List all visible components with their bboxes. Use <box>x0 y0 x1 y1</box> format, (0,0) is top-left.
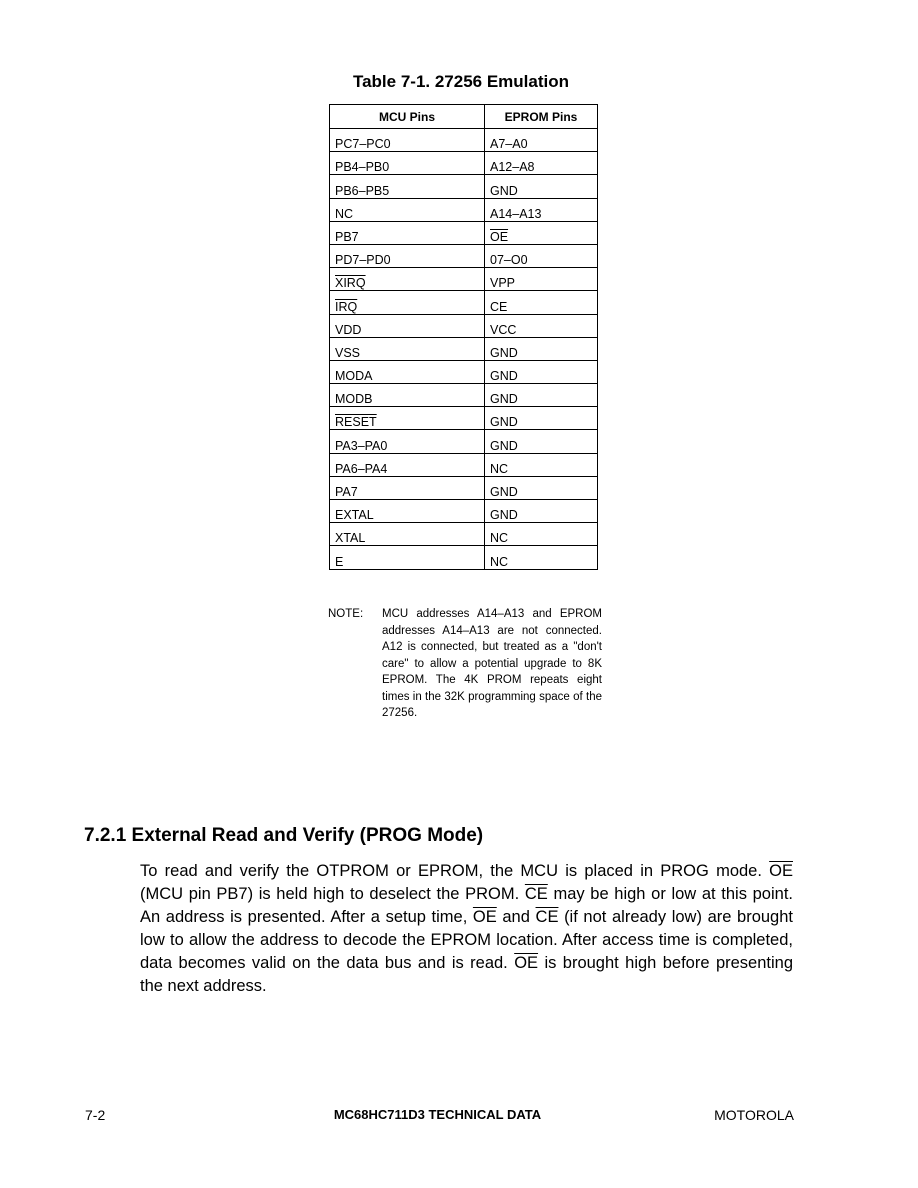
header-eprom-pins: EPROM Pins <box>485 105 598 129</box>
mcu-pin-cell: MODB <box>330 384 485 407</box>
paragraph-part: To read and verify the OTPROM or EPROM, the MCU is placed in PROG mode. <box>140 862 770 880</box>
table-row <box>330 546 598 569</box>
mcu-pin-cell: XTAL <box>330 523 485 546</box>
table-row <box>330 476 598 499</box>
eprom-pin-cell: GND <box>485 360 598 383</box>
paragraph-part: (MCU pin PB7) is held high to deselect the PROM. <box>140 885 525 903</box>
table-row <box>330 268 598 291</box>
table-row <box>330 221 598 244</box>
eprom-pin-cell: A12–A8 <box>485 152 598 175</box>
mcu-pin-cell: PB7 <box>330 221 485 244</box>
eprom-pin-cell: VCC <box>485 314 598 337</box>
eprom-pin-cell: $\overline{OE}$ <box>485 221 598 244</box>
signal-oe: $\overline{OE}$ <box>472 908 497 926</box>
table-row <box>330 291 598 314</box>
eprom-pin-cell: GND <box>485 430 598 453</box>
table-note <box>328 606 602 722</box>
table-row <box>330 337 598 360</box>
signal-oe: $\overline{OE}$ <box>769 862 793 880</box>
paragraph-part: is brought high before presenting the next address. <box>140 954 793 995</box>
table-row <box>330 430 598 453</box>
table-body <box>330 129 598 570</box>
paragraph-part: may be high or low at this point. An address is presented. After a setup time, <box>140 885 793 926</box>
eprom-pin-cell: GND <box>485 384 598 407</box>
eprom-pin-cell: GND <box>485 407 598 430</box>
mcu-pin-cell: PD7–PD0 <box>330 244 485 267</box>
mcu-pin-cell: PB4–PB0 <box>330 152 485 175</box>
table-row <box>330 407 598 430</box>
table-row <box>330 500 598 523</box>
emulation-table <box>329 104 598 570</box>
page-number: 7-2 <box>85 1107 106 1123</box>
mcu-pin-cell: MODA <box>330 360 485 383</box>
table-row <box>330 523 598 546</box>
mcu-pin-cell: $\overline{IRQ}$ <box>330 291 485 314</box>
table-row <box>330 314 598 337</box>
brand-name: MOTOROLA <box>714 1107 794 1123</box>
mcu-pin-cell: PA6–PA4 <box>330 453 485 476</box>
mcu-pin-cell: E <box>330 546 485 569</box>
table-row <box>330 198 598 221</box>
eprom-pin-cell: NC <box>485 523 598 546</box>
table-row <box>330 152 598 175</box>
eprom-pin-cell: NC <box>485 546 598 569</box>
mcu-pin-cell: PC7–PC0 <box>330 129 485 152</box>
mcu-pin-cell: VDD <box>330 314 485 337</box>
mcu-pin-cell: XIRQ <box>330 268 485 291</box>
table-row <box>330 360 598 383</box>
eprom-pin-cell: GND <box>485 500 598 523</box>
table-row <box>330 175 598 198</box>
header-mcu-pins: MCU Pins <box>330 105 485 129</box>
eprom-pin-cell: GND <box>485 337 598 360</box>
table-row <box>330 384 598 407</box>
table-row <box>330 129 598 152</box>
eprom-pin-cell: A7–A0 <box>485 129 598 152</box>
eprom-pin-cell: GND <box>485 175 598 198</box>
signal-ce: $\overline{CE}$ <box>524 885 548 903</box>
eprom-pin-cell: A14–A13 <box>485 198 598 221</box>
document-title: MC68HC711D3 TECHNICAL DATA <box>333 1107 542 1122</box>
eprom-pin-cell: GND <box>485 476 598 499</box>
mcu-pin-cell: PA7 <box>330 476 485 499</box>
mcu-pin-cell: PA3–PA0 <box>330 430 485 453</box>
mcu-pin-cell: RESET <box>330 407 485 430</box>
mcu-pin-cell: VSS <box>330 337 485 360</box>
eprom-pin-cell: 07–O0 <box>485 244 598 267</box>
signal-ce: $\overline{CE}$ <box>535 908 559 926</box>
section-heading: 7.2.1 External Read and Verify (PROG Mode) <box>84 825 484 846</box>
table-row <box>330 453 598 476</box>
eprom-pin-cell: VPP <box>485 268 598 291</box>
mcu-pin-cell: EXTAL <box>330 500 485 523</box>
mcu-pin-cell: PB6–PB5 <box>330 175 485 198</box>
section-paragraph <box>140 860 793 998</box>
note-label: NOTE: <box>328 608 364 620</box>
table-title: Table 7-1. 27256 Emulation <box>352 72 570 91</box>
eprom-pin-cell: NC <box>485 453 598 476</box>
table-header-row <box>330 105 598 129</box>
paragraph-part: (if not already low) are brought low to allow the address to decode the EPROM location. After access time is completed, data becomes valid on the data bus and is read. <box>140 908 793 972</box>
note-text: MCU addresses A14–A13 and EPROM addresses A14–A13 are not connected. A12 is connected, but treated as a "don't care" to allow a potential upgrade to 8K EPROM. The 4K PROM repeats eight times in the 32K programming space of the 27256. <box>382 608 602 719</box>
paragraph-part: and <box>496 908 536 926</box>
mcu-pin-cell: NC <box>330 198 485 221</box>
signal-oe: $\overline{OE}$ <box>514 954 539 972</box>
eprom-pin-cell: CE <box>485 291 598 314</box>
table-row <box>330 244 598 267</box>
